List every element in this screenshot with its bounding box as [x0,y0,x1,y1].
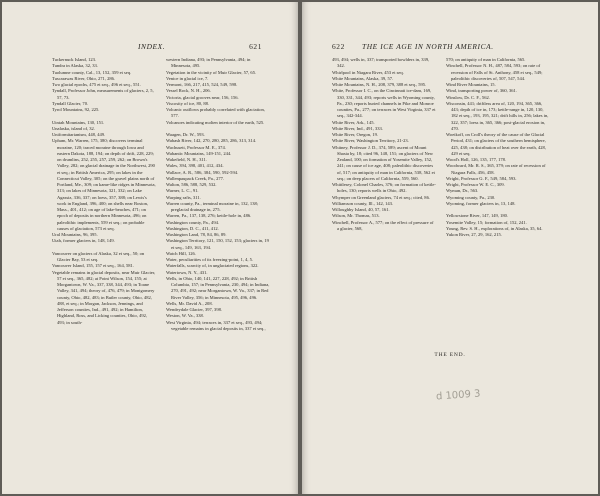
index-entry: Whittlesey, Colonel Charles, 376; on formation of kettle-holes, 130; reports wells in Ohio, 492. [332,182,436,194]
index-entry: Wind River Mountains, 15. [446,82,496,87]
index-entry: Woodward, Mr. R. S., 365, 379; on rate of recession of Niagara Falls, 456, 458. [446,163,546,175]
index-entry: Winchell, Professor A., 577; on the effect of pressure of a glacier, 568, [332,219,434,231]
page-title: INDEX. [138,42,166,51]
index-entry: Vancouver Island, 155, 157 et seq., 164, 581. [52,263,134,269]
index-entry: Tyrol Mountains, 92, 225. [52,107,100,112]
index-entry: Wachusett, Professor M. E., 374. [166,144,226,150]
index-entry: Vegetable remains in glacial deposits, near Muir Glacier, 57 et seq., 365, 482; at Point Wilson, 154, 155; at Morgantown, W. Va., 337, 338, 344, 493; in Toane Valley, 341, 494; theory of, 476, 479; in Montgomery county, Ohio, 482, 483; in Butler county, Ohio, 482, 488, et seq.; in Morgan, Jackson, Jennings, and Jefferson counties, Ind., 491, 492; in Hamilton, Highland, Ross, and Licking counties, Ohio, 492, 493; in south- [52,269,156,325]
index-entry: Wind, transporting power of, 360, 361. [446,88,517,94]
the-end-text: THE END. [434,352,466,358]
index-entry: Wells, Mr. David A., 208. [166,300,213,306]
index-entry: Water, peculiarities of its freezing-point, 1, 4, 5. [166,257,254,262]
index-entry: Watch Hill, 126. [166,250,196,256]
index-entry: Unalaska, island of, 32. [52,125,95,131]
index-entry: White River, Oregon, 19. [332,132,379,137]
index-entry: Wright, Professor W. E. C., 309. [446,182,505,187]
index-entry: Winchell, Professor N. H., 487, 584, 593; on rate of recession of Falls of St. Anthony, 458 et seq., 549; paleolithic discoveries of, 507, 547, 544. [446,63,543,81]
index-entry: Young, Rev. S. H., explorations of, in Alaska, 35, 64. [446,225,543,231]
index-entry: White Mountains, N. H., 208, 379, 388 et seq., 595. [332,82,427,87]
index-entry: Wyoming, former glaciers in, 13, 148. [446,200,516,206]
page-number: 622 [332,42,345,51]
index-entry: Washington, D. C., 411, 412. [166,225,219,231]
index-entry: Utah, former glaciers in, 148, 149. [52,238,115,244]
right-page [302,2,598,494]
index-entry: Watertown, N. Y., 431. [166,269,208,275]
index-entry: Victoria, glacial grooves near, 156, 156. [166,94,239,100]
index-entry: Tuolumne county, Cal., 13, 152, 359 et seq. [52,69,132,75]
left-page [2,2,298,494]
index-entry: Washington Land, 78, 84, 86, 89. [166,232,227,237]
index-entry: Tuscarawas River, Ohio, 271, 286. [52,75,116,81]
index-entry: Viscosity of ice, 80, 88. [166,100,210,106]
index-entry: Venice in glacial ice, 7. [166,75,209,81]
index-entry: Wales, 394, 398, 401, 412, 434. [166,163,224,169]
index-entry: Wisconsin, 441; driftless area of, 120, 194, 365, 366, 443; depth of ice in, 173; kettle-range in, 120, 130, 182 et seq., 193, 195, 321; drift hills in, 256; lakes in, 322, 357; loess in, 365, 366; post-glacial erosion in, 470. [446,100,549,131]
index-entry: Tundra in Alaska, 32, 33. [52,63,98,69]
index-entry: Yukon River, 27, 29, 162, 215. [446,232,502,237]
index-entry: Whirlpool in Niagara River, 453 et seq. [332,69,404,75]
index-entry: Warren, Pa., 137, 138, 276; kettle-hole in, 486. [166,213,252,219]
index-entry: Tyndall, Professor John, measurements of glaciers, 2, 5, 57, 73. [52,88,154,100]
index-entry: Uintah Mountains, 130, 151. [52,119,105,125]
index-entry: Whymper on Greenland glaciers, 74 et seq.; cited, 86. [332,194,430,200]
index-entry: White River, Ind., 491, 333. [332,125,383,131]
index-entry: Wabash River, 142, 270, 280, 285, 286, 313, 314. [166,138,257,144]
index-entry: Warner, L. C., 91. [166,188,199,194]
index-entry: Wyoming county, Pa., 230. [446,194,496,200]
index-entry: Wood's Holl, 126, 135, 177, 178. [446,157,507,162]
index-entry: White River, Ark., 145. [332,119,375,125]
index-entry: Waagen, Dr. W., 593. [166,132,205,137]
index-entry: Wright, Professor G. F., 549, 584, 593. [446,175,517,181]
index-entry: White Mountains, Alaska, 39, 57. [332,75,394,81]
index-entry: Wabantic Mountains, 149-151, 244. [166,150,232,156]
index-entry: Washington county, Pa., 494. [166,219,220,225]
index-entry: Vessel Rock, N. H., 206. [166,88,211,94]
index-entry: Willoughby Island, 40, 57, 161. [332,207,390,212]
index-entry: Yellowstone River, 147, 149, 180. [446,213,509,219]
index-column-2 [166,57,270,332]
index-entry: Volcanic outflows probably correlated with glaciation, 577. [166,107,265,119]
index-entry: Two glacial epochs, 475 et seq., 496 et seq., 551. [52,82,141,87]
index-entry: 570; on antiquity of man in California, 565. [446,57,526,62]
index-entry: Vermont, 166, 217, 415, 524, 549, 598. [166,82,238,87]
index-entry: Wendeydale Glacier, 397, 398. [166,307,223,312]
page-number: 621 [249,42,262,51]
index-entry: Woeikoff, on Croll's theory of the cause of the Glacial Period, 431; on glaciers of the southern hemisphere, 425, 438; on distribution of heat over the earth, 428, 429 et seq. [446,132,546,156]
index-entry: Ural Mountains, 96, 395. [52,232,98,237]
index-entry: Wallenpaupack Creek, Pa., 277. [166,175,225,181]
index-entry: Tyndall Glacier, 70. [52,100,89,106]
pencil-annotation [436,388,481,403]
index-entry: Williamson county, Ill., 142, 143. [332,200,394,206]
index-column-1 [52,57,156,326]
index-entry: Tuckernuck Island, 123. [52,57,97,62]
index-entry: Washington Territory, 121, 150, 152, 153; glaciers in, 19 et seq., 149, 163, 194. [166,238,269,250]
index-entry: Weston, W. Va., 338. [166,313,204,319]
index-entry: Whitney, Professor J. D., 374, 589; ascent of Mount Shasta by, 18; cited 96, 148, 151; on glaciers of New Zealand, 100; on formation of Yosemite Valley, 152, 241; on cause of ice age, 408; paleolithic discoveries of, 517; on antiquity of man in California, 538, 562 et seq.; on deep placers of California, 559, 560. [332,144,435,181]
index-entry: Vancouver on glaciers of Alaska, 32 et seq., 50; on Glacier Bay, 53 et seq. [52,250,145,262]
index-entry: White, Professor I. C., on the Cincinnati ice-dam, 169, 330, 331, 344, 493; reports wells in Wyoming county, Pa., 230; reports buried channels in Pike and Monroe counties, Pa., 277; on terraces in West Virginia, 337 et seq., 342-344. [332,88,436,119]
index-entry: Warren county, Pa., terminal moraine in, 132, 138; preglacial drainage in, 275. [166,200,259,212]
index-entry: 493, 494; wells in, 337; transported bowlders in, 339, 342. [332,57,430,69]
index-column-1 [332,57,436,232]
index-entry: Vegetation in the vicinity of Muir Glacier, 57, 65. [166,69,257,75]
index-entry: West Virginia, 494; terraces in, 337 et seq., 493, 494; vegetable remains in glacial deposits in, 337 et seq., [166,319,266,331]
index-entry: Wakefield, N. H., 311. [166,157,207,162]
index-entry: Wyman, Dr., 563. [446,188,479,194]
index-entry: Volcanoes indicating molten interior of the earth, 525. [166,119,265,125]
index-entry: Upham, Mr. Warren, 175, 380; discovers terminal moraine, 120; traced moraine through Iowa and eastern Dakota, 188, 194; on depth of drift, 228, 229; on drumlins, 252, 255, 257, 259, 262; on Brown's Valley, 282; on glacial drainage in the Northwest, 290 et seq.; in British America, 295; on lakes in the Connecticut Valley, 305; on the gravel plains north of Portland, Me., 309; on kame-like ridges in Minnesota, 313; on lakes of Minnesota, 321, 332; on Lake Agassiz, 336, 337; on loess, 357, 388; on Lewis's work in England, 396, 400; on shells near Boston, Mass., 401, 412; on age of lake-beaches, 471; on epoch of deposits in northern Minnesota, 496; on paleolithic implements, 559 et seq.; on probable causes of glaciation, 573 et seq. [52,138,156,231]
page-title: THE ICE AGE IN NORTH AMERICA. [362,42,494,51]
index-entry: Winslow, Dr. C. F., 562. [446,94,490,100]
index-entry: Wilson, Mr. Thomas, 513. [332,213,380,219]
pencil-annotation-text: d 1009 3 [435,388,481,403]
index-entry: Warping rafts, 311. [166,194,201,200]
index-entry: Yosemite Valley, 15; formation of, 152, 241. [446,219,527,225]
index-entry: Uniformitarianism, 448, 449. [52,132,106,137]
index-entry: Walton, 586, 588, 529, 532. [166,182,217,187]
index-entry: Waterfalls, scarcity of, in unglaciated regions, 322. [166,263,259,269]
index-entry: White River, Washington Territory, 21-23. [332,138,409,144]
index-column-2 [446,57,550,238]
index-entry: western Indiana, 493; in Pennsylvania, 494; in Minnesota, 495. [166,57,251,69]
index-entry: Wells, in Ohio, 140, 141, 227, 228, 492; in British Columbia, 157; in Pennsylvania, 230, 494; in Indiana, 270, 491, 492; near Morgantown, W. Va., 337; in Red River Valley, 356; in Minnesota, 495, 496, 496. [166,275,270,300]
index-entry: Wallace, A. R., 586, 384, 590, 592-594. [166,169,239,175]
